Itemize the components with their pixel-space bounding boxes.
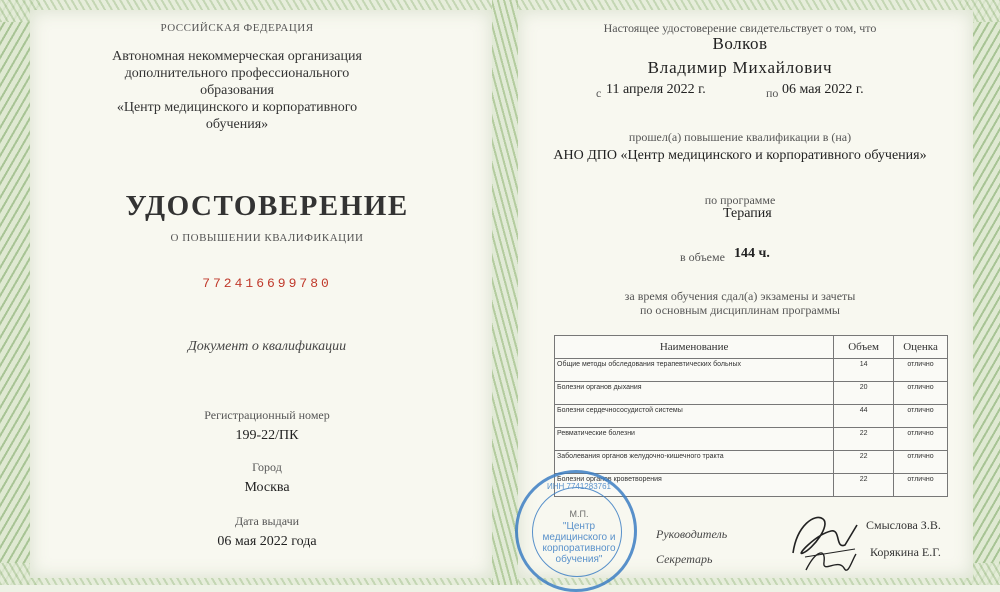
org-line: «Центр медицинского и корпоративного bbox=[116, 100, 358, 115]
disciplines-table bbox=[554, 335, 948, 497]
stamp-line: корпоративного bbox=[542, 543, 616, 554]
holder-surname: Волков bbox=[712, 34, 768, 53]
org-line: Автономная некоммерческая организация bbox=[112, 49, 362, 64]
institution-name: АНО ДПО «Центр медицинского и корпоративного обучения» bbox=[553, 148, 927, 163]
discipline-grade: отлично bbox=[894, 451, 948, 474]
exams-line-2: по основным дисциплинам программы bbox=[639, 303, 840, 317]
registration-label: Регистрационный номер bbox=[204, 408, 330, 422]
discipline-hours: 22 bbox=[834, 451, 894, 474]
column-header-hours: Объем bbox=[834, 336, 894, 359]
program-label: по программе bbox=[704, 193, 776, 207]
discipline-name: Ревматические болезни bbox=[555, 428, 834, 451]
head-name: Смыслова З.В. bbox=[866, 518, 941, 532]
document-subtitle: О ПОВЫШЕНИИ КВАЛИФИКАЦИИ bbox=[170, 232, 364, 244]
volume-value: 144 ч. bbox=[734, 246, 770, 261]
document-type: Документ о квалификации bbox=[187, 339, 347, 354]
discipline-hours: 22 bbox=[834, 474, 894, 497]
date-to-prefix: по bbox=[766, 86, 779, 100]
program-name: Терапия bbox=[723, 206, 772, 221]
volume-label: в объеме bbox=[680, 250, 725, 264]
discipline-hours: 14 bbox=[834, 359, 894, 382]
stamp-inn: ИНН 7741283761 bbox=[546, 482, 612, 491]
discipline-hours: 44 bbox=[834, 405, 894, 428]
stamp-line: обучения" bbox=[555, 554, 603, 565]
table-row bbox=[555, 382, 948, 405]
organization-stamp bbox=[515, 470, 637, 592]
discipline-grade: отлично bbox=[894, 405, 948, 428]
discipline-name: Заболевания органов желудочно-кишечного тракта bbox=[555, 451, 834, 474]
center-spine bbox=[492, 0, 518, 585]
secretary-label: Секретарь bbox=[656, 552, 713, 566]
stamp-line: "Центр bbox=[562, 521, 596, 532]
column-header-name: Наименование bbox=[555, 336, 834, 359]
date-from-prefix: с bbox=[596, 86, 602, 100]
discipline-grade: отлично bbox=[894, 474, 948, 497]
passed-text: прошел(а) повышение квалификации в (на) bbox=[628, 130, 852, 144]
stamp-line: медицинского и bbox=[542, 532, 616, 543]
org-line: образования bbox=[200, 83, 274, 98]
document-title: УДОСТОВЕРЕНИЕ bbox=[125, 190, 409, 222]
discipline-hours: 20 bbox=[834, 382, 894, 405]
head-label: Руководитель bbox=[656, 527, 728, 541]
registration-number: 199-22/ПК bbox=[235, 428, 299, 443]
discipline-name: Общие методы обследования терапевтических больных bbox=[555, 359, 834, 382]
secretary-name: Корякина Е.Г. bbox=[870, 545, 941, 559]
organization-name bbox=[112, 48, 362, 133]
table-header-row bbox=[555, 336, 948, 359]
exams-line-1: за время обучения сдал(а) экзамены и зачеты bbox=[624, 289, 856, 303]
column-header-grade: Оценка bbox=[894, 336, 948, 359]
table-row bbox=[555, 451, 948, 474]
org-line: обучения» bbox=[205, 117, 269, 132]
discipline-grade: отлично bbox=[894, 428, 948, 451]
discipline-name: Болезни органов дыхания bbox=[555, 382, 834, 405]
table-row bbox=[555, 359, 948, 382]
stamp-mp: М.П. bbox=[569, 509, 589, 519]
org-line: дополнительного профессионального bbox=[124, 66, 350, 81]
city-label: Город bbox=[252, 460, 282, 474]
secretary-signature bbox=[800, 540, 860, 585]
table-row bbox=[555, 428, 948, 451]
country-label: РОССИЙСКАЯ ФЕДЕРАЦИЯ bbox=[160, 22, 314, 34]
serial-number: 772416699780 bbox=[202, 276, 332, 291]
discipline-name: Болезни сердечнососудистой системы bbox=[555, 405, 834, 428]
issue-date: 06 мая 2022 года bbox=[217, 534, 317, 549]
city-value: Москва bbox=[244, 480, 290, 495]
discipline-name: Болезни органов кроветворения bbox=[555, 474, 834, 497]
discipline-grade: отлично bbox=[894, 382, 948, 405]
table-row bbox=[555, 405, 948, 428]
date-from: 11 апреля 2022 г. bbox=[606, 82, 706, 97]
intro-text: Настоящее удостоверение свидетельствует о том, что bbox=[603, 21, 877, 35]
discipline-hours: 22 bbox=[834, 428, 894, 451]
discipline-grade: отлично bbox=[894, 359, 948, 382]
date-to: 06 мая 2022 г. bbox=[782, 82, 864, 97]
holder-given-names: Владимир Михайлович bbox=[647, 58, 833, 77]
issue-date-label: Дата выдачи bbox=[234, 514, 300, 528]
